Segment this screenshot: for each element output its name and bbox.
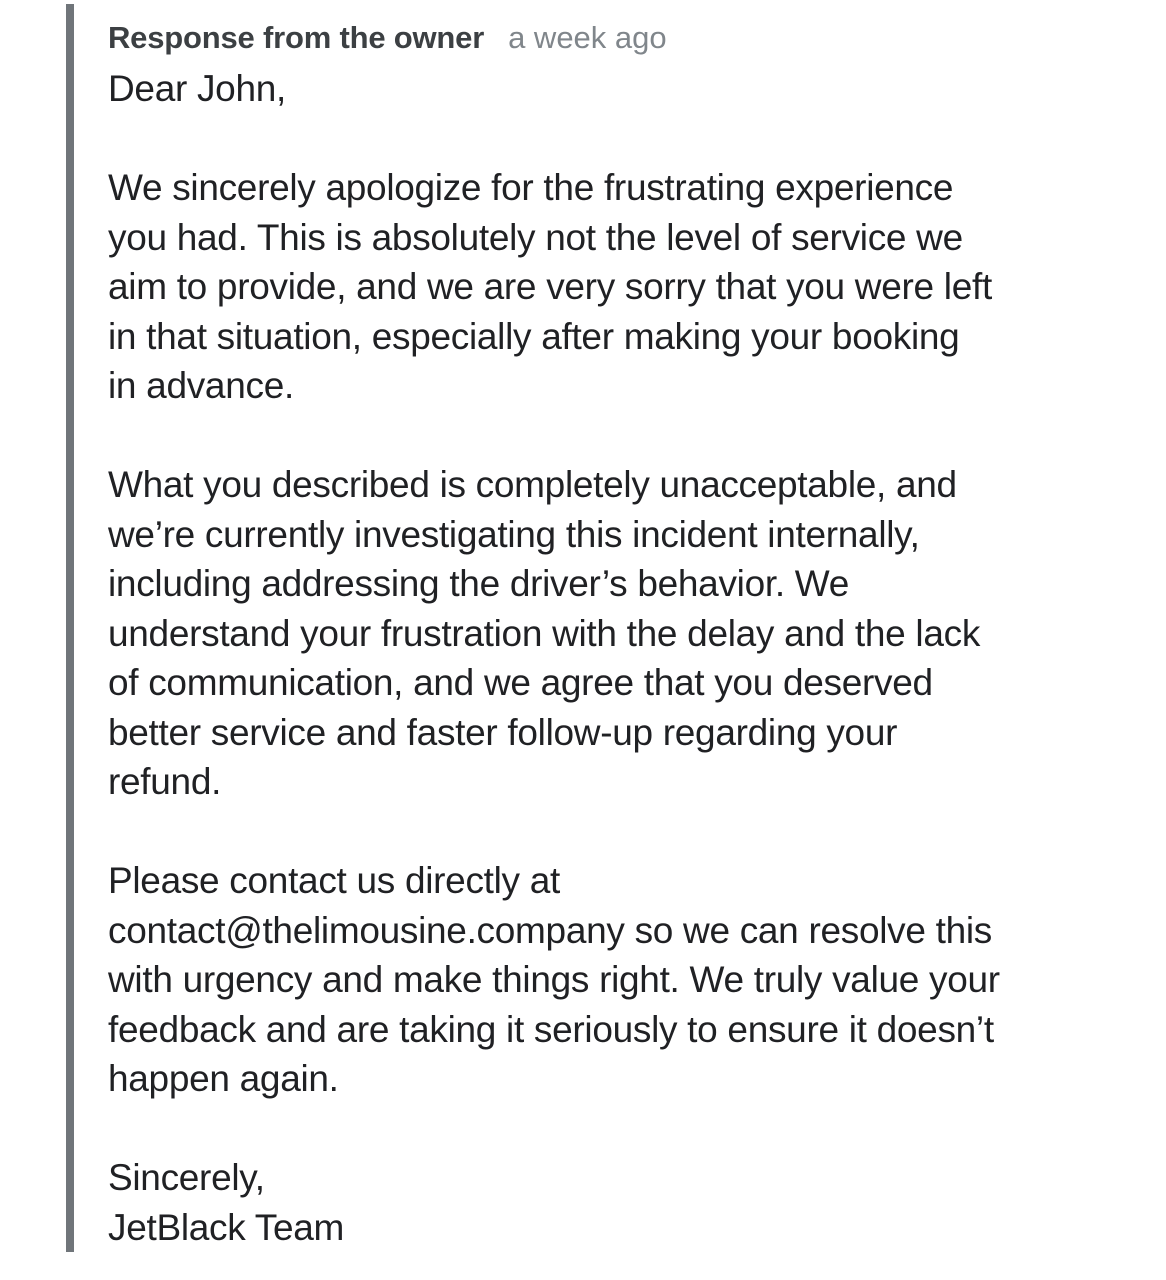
paragraph-gap	[108, 114, 1138, 164]
response-body	[108, 64, 1138, 1252]
response-header	[108, 20, 1138, 64]
text-line: we’re currently investigating this incident internally,	[108, 513, 920, 555]
response-greeting: Dear John,	[108, 68, 286, 109]
response-time: a week ago	[508, 20, 667, 55]
text-line: including addressing the driver’s behavior. We	[108, 563, 850, 604]
text-line: Please contact us directly at	[108, 860, 560, 901]
response-author: Response from the owner	[108, 20, 485, 55]
text-line: aim to provide, and we are very sorry that you were left	[108, 266, 992, 307]
text-line: better service and faster follow-up regarding your	[108, 711, 898, 753]
response-signature: JetBlack Team	[108, 1206, 345, 1248]
response-content	[108, 20, 1138, 1252]
paragraph-gap	[108, 807, 1138, 857]
paragraph-investigation	[108, 460, 1138, 807]
text-line: feedback and are taking it seriously to ensure it doesn’t	[108, 1008, 994, 1050]
paragraph-gap	[108, 1104, 1138, 1154]
accent-bar	[66, 4, 74, 1252]
paragraph-apology	[108, 163, 1138, 411]
text-line: you had. This is absolutely not the level of service we	[108, 216, 963, 258]
text-line: We sincerely apologize for the frustrating experience	[108, 167, 954, 208]
text-line: refund.	[108, 761, 222, 802]
text-line: contact@thelimousine.company so we can resolve this	[108, 909, 992, 951]
text-line: in that situation, especially after making your booking	[108, 315, 960, 357]
paragraph-gap	[108, 411, 1138, 461]
text-line: understand your frustration with the delay and the lack	[108, 612, 981, 654]
text-line: with urgency and make things right. We truly value your	[108, 959, 1000, 1000]
owner-response	[66, 4, 1146, 1252]
paragraph-contact	[108, 856, 1138, 1104]
text-line: in advance.	[108, 365, 294, 406]
text-line: of communication, and we agree that you deserved	[108, 662, 933, 703]
text-line: What you described is completely unacceptable, and	[108, 464, 957, 505]
text-line: happen again.	[108, 1058, 339, 1099]
response-closing: Sincerely,	[108, 1157, 265, 1198]
